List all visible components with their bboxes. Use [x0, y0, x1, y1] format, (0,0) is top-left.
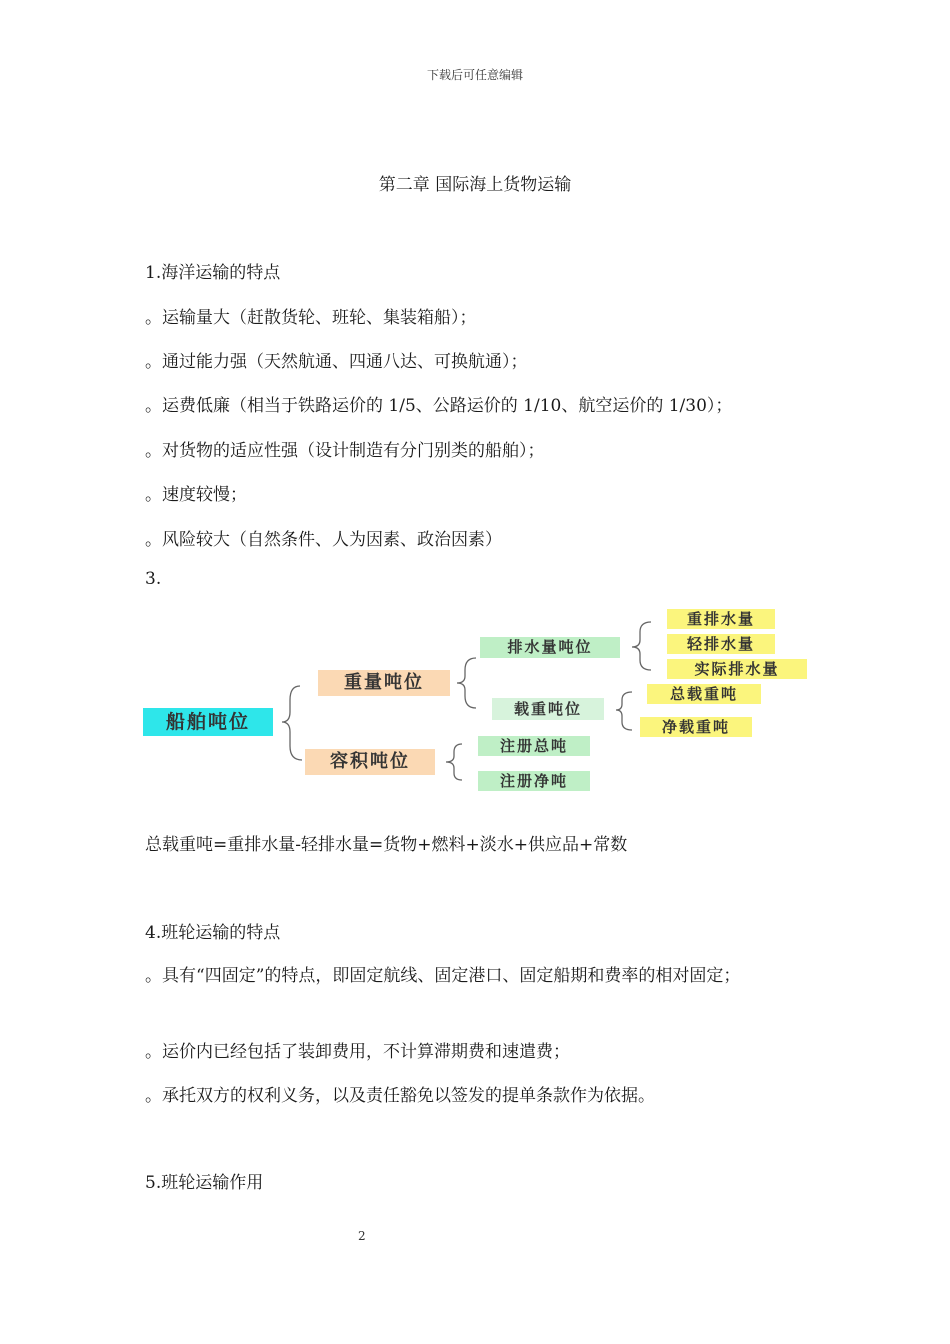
node-ship-tonnage: 船舶吨位 — [143, 708, 273, 736]
section-1-item: 。速度较慢； — [145, 485, 247, 505]
deadweight-formula: 总载重吨=重排水量-轻排水量=货物+燃料+淡水+供应品+常数 — [145, 835, 628, 855]
section-4-heading: 4.班轮运输的特点 — [145, 923, 281, 943]
node-gross-register-tonnage: 注册总吨 — [478, 736, 590, 756]
node-deadweight-tonnage: 载重吨位 — [492, 698, 604, 720]
node-net-deadweight: 净载重吨 — [640, 717, 752, 737]
node-light-displacement: 轻排水量 — [667, 634, 775, 654]
section-1-item: 。通过能力强（天然航通、四通八达、可换航通）； — [145, 352, 528, 372]
section-1-item: 。运费低廉（相当于铁路运价的 1/5、公路运价的 1/10、航空运价的 1/30）； — [145, 396, 733, 416]
node-actual-displacement: 实际排水量 — [667, 659, 807, 679]
node-net-register-tonnage: 注册净吨 — [478, 771, 590, 791]
section-5-heading: 5.班轮运输作用 — [145, 1173, 264, 1193]
node-weight-tonnage: 重量吨位 — [318, 670, 450, 696]
node-total-deadweight: 总载重吨 — [647, 684, 761, 704]
section-4-item: 。运价内已经包括了装卸费用，不计算滞期费和速遣费； — [145, 1042, 570, 1062]
section-3-heading: 3. — [145, 569, 162, 589]
section-4-item: 。具有“四固定”的特点，即固定航线、固定港口、固定船期和费率的相对固定； — [145, 966, 741, 986]
section-4-item: 。承托双方的权利义务，以及责任豁免以签发的提单条款作为依据。 — [145, 1086, 655, 1106]
node-heavy-displacement: 重排水量 — [667, 609, 775, 629]
ship-tonnage-diagram — [140, 600, 820, 800]
chapter-title: 第二章 国际海上货物运输 — [378, 175, 572, 195]
section-1-item: 。风险较大（自然条件、人为因素、政治因素） — [145, 530, 502, 550]
section-1-item: 。对货物的适应性强（设计制造有分门别类的船舶）； — [145, 441, 545, 461]
page-number: 2 — [358, 1229, 366, 1243]
section-1-heading: 1.海洋运输的特点 — [145, 263, 281, 283]
node-displacement-tonnage: 排水量吨位 — [480, 637, 620, 658]
section-1-item: 。运输量大（赶散货轮、班轮、集装箱船）； — [145, 308, 477, 328]
header-note: 下载后可任意编辑 — [426, 68, 523, 82]
node-volume-tonnage: 容积吨位 — [305, 749, 435, 775]
